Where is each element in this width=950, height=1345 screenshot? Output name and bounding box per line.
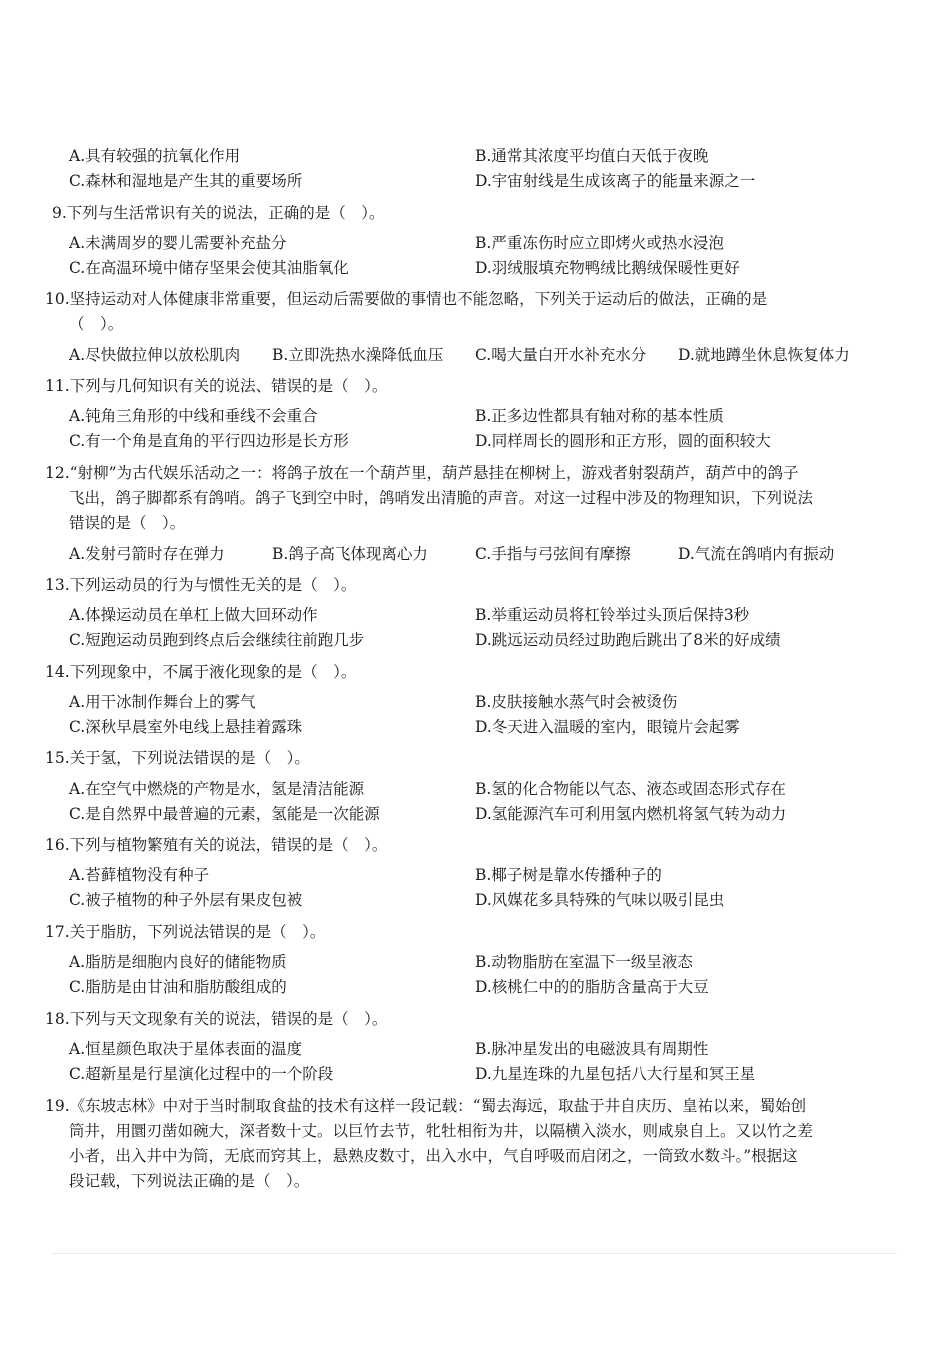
q9-option-d: D.羽绒服填充物鸭绒比鹅绒保暖性更好 [475, 259, 740, 277]
q17-option-b: B.动物脂肪在室温下一级呈液态 [475, 953, 693, 971]
q13-option-c: C.短跑运动员跑到终点后会继续往前跑几步 [69, 631, 365, 649]
q16-option-b: B.椰子树是靠水传播种子的 [475, 866, 662, 884]
q11-option-c: C.有一个角是直角的平行四边形是长方形 [69, 432, 349, 450]
q15-option-d: D.氢能源汽车可利用氢内燃机将氢气转为动力 [475, 805, 787, 823]
q15-option-a: A.在空气中燃烧的产物是水，氢是清洁能源 [69, 780, 365, 798]
q11-option-b: B.正多边性都具有轴对称的基本性质 [475, 407, 724, 425]
q12-stem-line3: 错误的是（ ）。 [69, 514, 186, 532]
q12-stem-line2: 飞出，鸽子脚都系有鸽哨。鸽子飞到空中时，鸽哨发出清脆的声音。对这一过程中涉及的物理知识，下列说法 [69, 489, 814, 507]
q18-option-b: B.脉冲星发出的电磁波具有周期性 [475, 1040, 709, 1058]
footer-divider [52, 1253, 897, 1254]
q9-option-b: B.严重冻伤时应立即烤火或热水浸泡 [475, 234, 724, 252]
q12-option-b: B.鸽子高飞体现离心力 [272, 545, 428, 563]
q12-option-a: A.发射弓箭时存在弹力 [69, 545, 225, 563]
q13-option-d: D.跳远运动员经过助跑后跳出了8米的好成绩 [475, 631, 781, 649]
q14-option-c: C.深秋早晨室外电线上悬挂着露珠 [69, 718, 303, 736]
q14-option-d: D.冬天进入温暖的室内，眼镜片会起雾 [475, 718, 740, 736]
q17-option-a: A.脂肪是细胞内良好的储能物质 [69, 953, 287, 971]
q10-stem-line2: （ ）。 [69, 315, 124, 333]
q19-stem-line3: 小者，出入井中为筒，无底而窍其上，悬熟皮数寸，出入水中，气自呼吸而启闭之，一筒致水数斗。”根据这 [69, 1147, 798, 1165]
q14-option-a: A.用干冰制作舞台上的雾气 [69, 693, 256, 711]
q12-option-c: C.手指与弓弦间有摩擦 [475, 545, 631, 563]
q8-option-d: D.宇宙射线是生成该离子的能量来源之一 [475, 172, 756, 190]
q10-stem-line1: 10.坚持运动对人体健康非常重要，但运动后需要做的事情也不能忽略，下列关于运动后的做法，正确的是 [45, 290, 768, 308]
q11-stem: 11.下列与几何知识有关的说法、错误的是（ ）。 [45, 377, 388, 395]
q9-option-a: A.未满周岁的婴儿需要补充盐分 [69, 234, 287, 252]
q8-option-c: C.森林和湿地是产生其的重要场所 [69, 172, 303, 190]
q15-stem: 15.关于氢，下列说法错误的是（ ）。 [45, 749, 310, 767]
q11-option-a: A.钝角三角形的中线和垂线不会重合 [69, 407, 318, 425]
q16-option-d: D.风媒花多具特殊的气味以吸引昆虫 [475, 891, 725, 909]
q14-option-b: B.皮肤接触水蒸气时会被烫伤 [475, 693, 678, 711]
q16-stem: 16.下列与植物繁殖有关的说法，错误的是（ ）。 [45, 836, 388, 854]
q10-option-b: B.立即洗热水澡降低血压 [272, 346, 444, 364]
q19-stem-line4: 段记载，下列说法正确的是（ ）。 [69, 1172, 310, 1190]
q10-option-c: C.喝大量白开水补充水分 [475, 346, 647, 364]
q17-stem: 17.关于脂肪，下列说法错误的是（ ）。 [45, 923, 326, 941]
q13-option-b: B.举重运动员将杠铃举过头顶后保持3秒 [475, 606, 750, 624]
q13-option-a: A.体操运动员在单杠上做大回环动作 [69, 606, 318, 624]
q16-option-a: A.苔藓植物没有种子 [69, 866, 210, 884]
q18-option-c: C.超新星是行星演化过程中的一个阶段 [69, 1065, 334, 1083]
q13-stem: 13.下列运动员的行为与惯性无关的是（ ）。 [45, 576, 357, 594]
q18-option-a: A.恒星颜色取决于星体表面的温度 [69, 1040, 303, 1058]
q19-stem-line2: 筒井，用圜刃凿如碗大，深者数十丈。以巨竹去节，牝牡相衔为井，以隔横入淡水，则咸泉自上。又以竹之差 [69, 1122, 814, 1140]
q8-option-a: A.具有较强的抗氧化作用 [69, 147, 241, 165]
q16-option-c: C.被子植物的种子外层有果皮包被 [69, 891, 303, 909]
q8-option-b: B.通常其浓度平均值白天低于夜晚 [475, 147, 709, 165]
q15-option-c: C.是自然界中最普遍的元素，氢能是一次能源 [69, 805, 380, 823]
q14-stem: 14.下列现象中，不属于液化现象的是（ ）。 [45, 663, 357, 681]
q18-option-d: D.九星连珠的九星包括八大行星和冥王星 [475, 1065, 756, 1083]
q12-option-d: D.气流在鸽哨内有振动 [678, 545, 835, 563]
q18-stem: 18.下列与天文现象有关的说法，错误的是（ ）。 [45, 1010, 388, 1028]
q9-option-c: C.在高温环境中储存坚果会使其油脂氧化 [69, 259, 349, 277]
q11-option-d: D.同样周长的圆形和正方形，圆的面积较大 [475, 432, 771, 450]
q19-stem-line1: 19.《东坡志林》中对于当时制取食盐的技术有这样一段记载：“蜀去海远，取盐于井自庆历、皇祐以来，蜀始创 [45, 1097, 807, 1115]
q9-stem: 9.下列与生活常识有关的说法，正确的是（ ）。 [52, 204, 385, 222]
q17-option-d: D.核桃仁中的的脂肪含量高于大豆 [475, 978, 709, 996]
q10-option-d: D.就地蹲坐休息恢复体力 [678, 346, 850, 364]
q12-stem-line1: 12.“射柳”为古代娱乐活动之一：将鸽子放在一个葫芦里，葫芦悬挂在柳树上，游戏者射裂葫芦，葫芦中的鸽子 [45, 464, 799, 482]
q15-option-b: B.氢的化合物能以气态、液态或固态形式存在 [475, 780, 786, 798]
q17-option-c: C.脂肪是由甘油和脂肪酸组成的 [69, 978, 287, 996]
q10-option-a: A.尽快做拉伸以放松肌肉 [69, 346, 241, 364]
